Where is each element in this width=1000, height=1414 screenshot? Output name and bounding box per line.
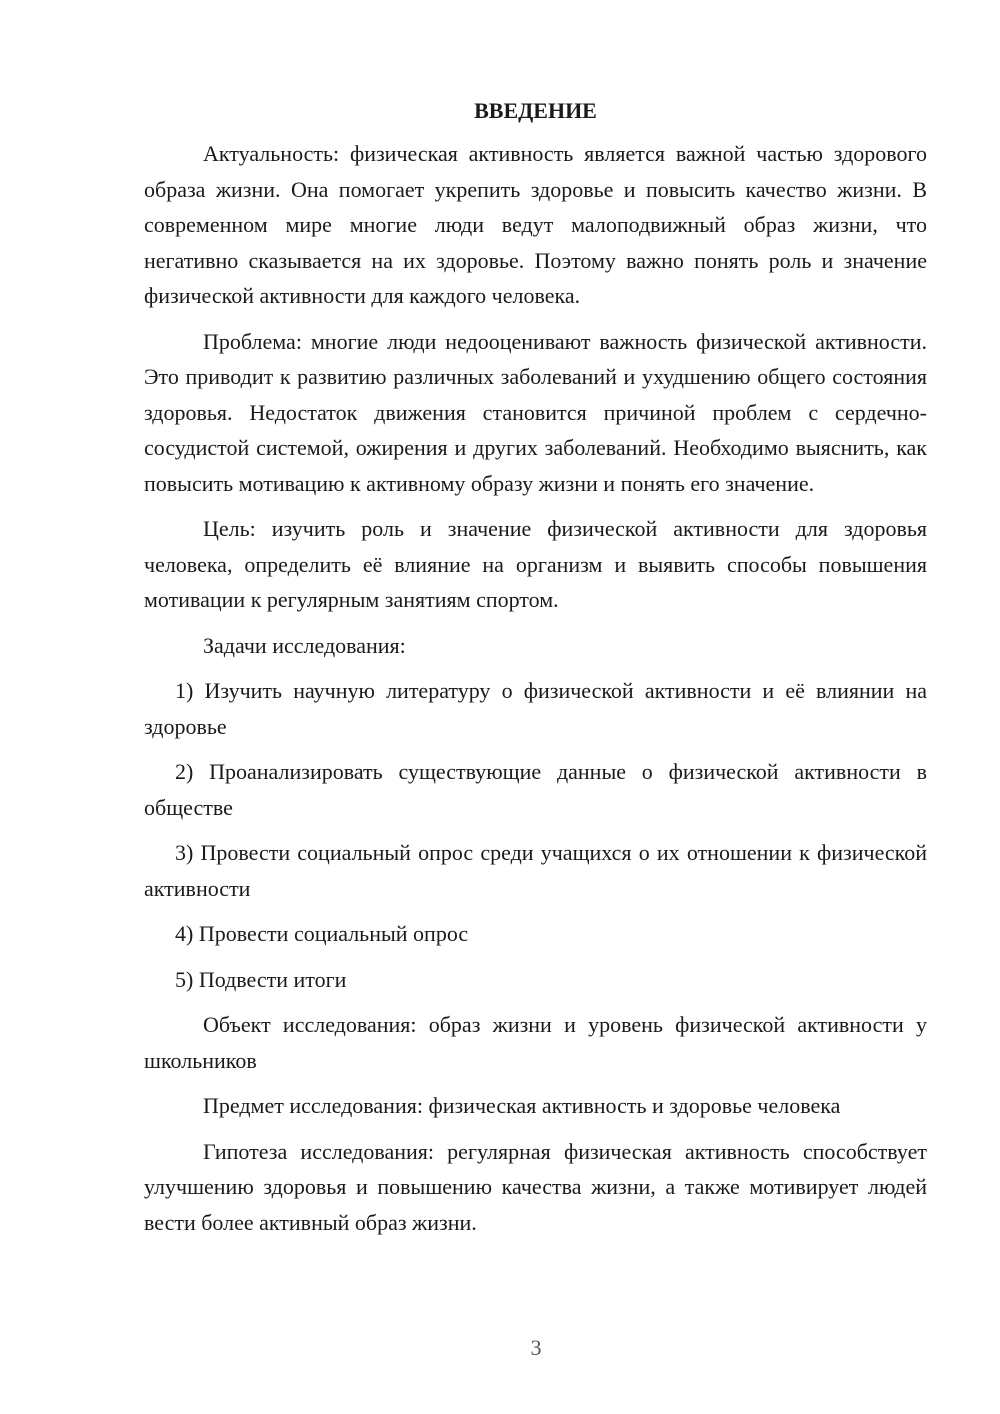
task-item-1: 1) Изучить научную литературу о физической активности и её влиянии на здоровье (144, 678, 927, 739)
subject-paragraph: Предмет исследования: физическая активность и здоровье человека (203, 1093, 841, 1118)
page-number: 3 (530, 1335, 542, 1360)
problem-paragraph: Проблема: многие люди недооценивают важность физической активности. Это приводит к развитию различных заболеваний и ухудшению общего состояния здоровья. Недостаток движения становится причиной проблем с сердечно-сосудистой системой, ожирения и других заболеваний. Необходимо выяснить, как повысить мотивацию к активному образу жизни и понять его значение. (144, 328, 927, 496)
relevance-paragraph: Актуальность: физическая активность является важной частью здорового образа жизни. Она помогает укрепить здоровье и повысить качество жизни. В современном мире многие люди ведут малоподвижный образ жизни, что негативно сказывается на их здоровье. Поэтому важно понять роль и значение физической активности для каждого человека. (144, 141, 927, 308)
goal-paragraph: Цель: изучить роль и значение физической активности для здоровья человека, определить её влияние на организм и выявить способы повышения мотивации к регулярным занятиям спортом. (144, 516, 927, 612)
object-paragraph: Объект исследования: образ жизни и уровень физической активности у школьников (144, 1012, 927, 1073)
task-item-3: 3) Провести социальный опрос среди учащихся о их отношении к физической активности (144, 840, 927, 901)
task-item-5: 5) Подвести итоги (175, 966, 347, 992)
task-item-4: 4) Провести социальный опрос (175, 921, 469, 946)
hypothesis-paragraph: Гипотеза исследования: регулярная физическая активность способствует улучшению здоровья и повышению качества жизни, а также мотивирует людей вести более активный образ жизни. (144, 1138, 927, 1235)
page-title: ВВЕДЕНИЕ (474, 98, 597, 123)
tasks-heading: Задачи исследования: (203, 632, 406, 658)
task-item-2: 2) Проанализировать существующие данные о физической активности в обществе (144, 759, 927, 820)
page-content (144, 96, 927, 1250)
